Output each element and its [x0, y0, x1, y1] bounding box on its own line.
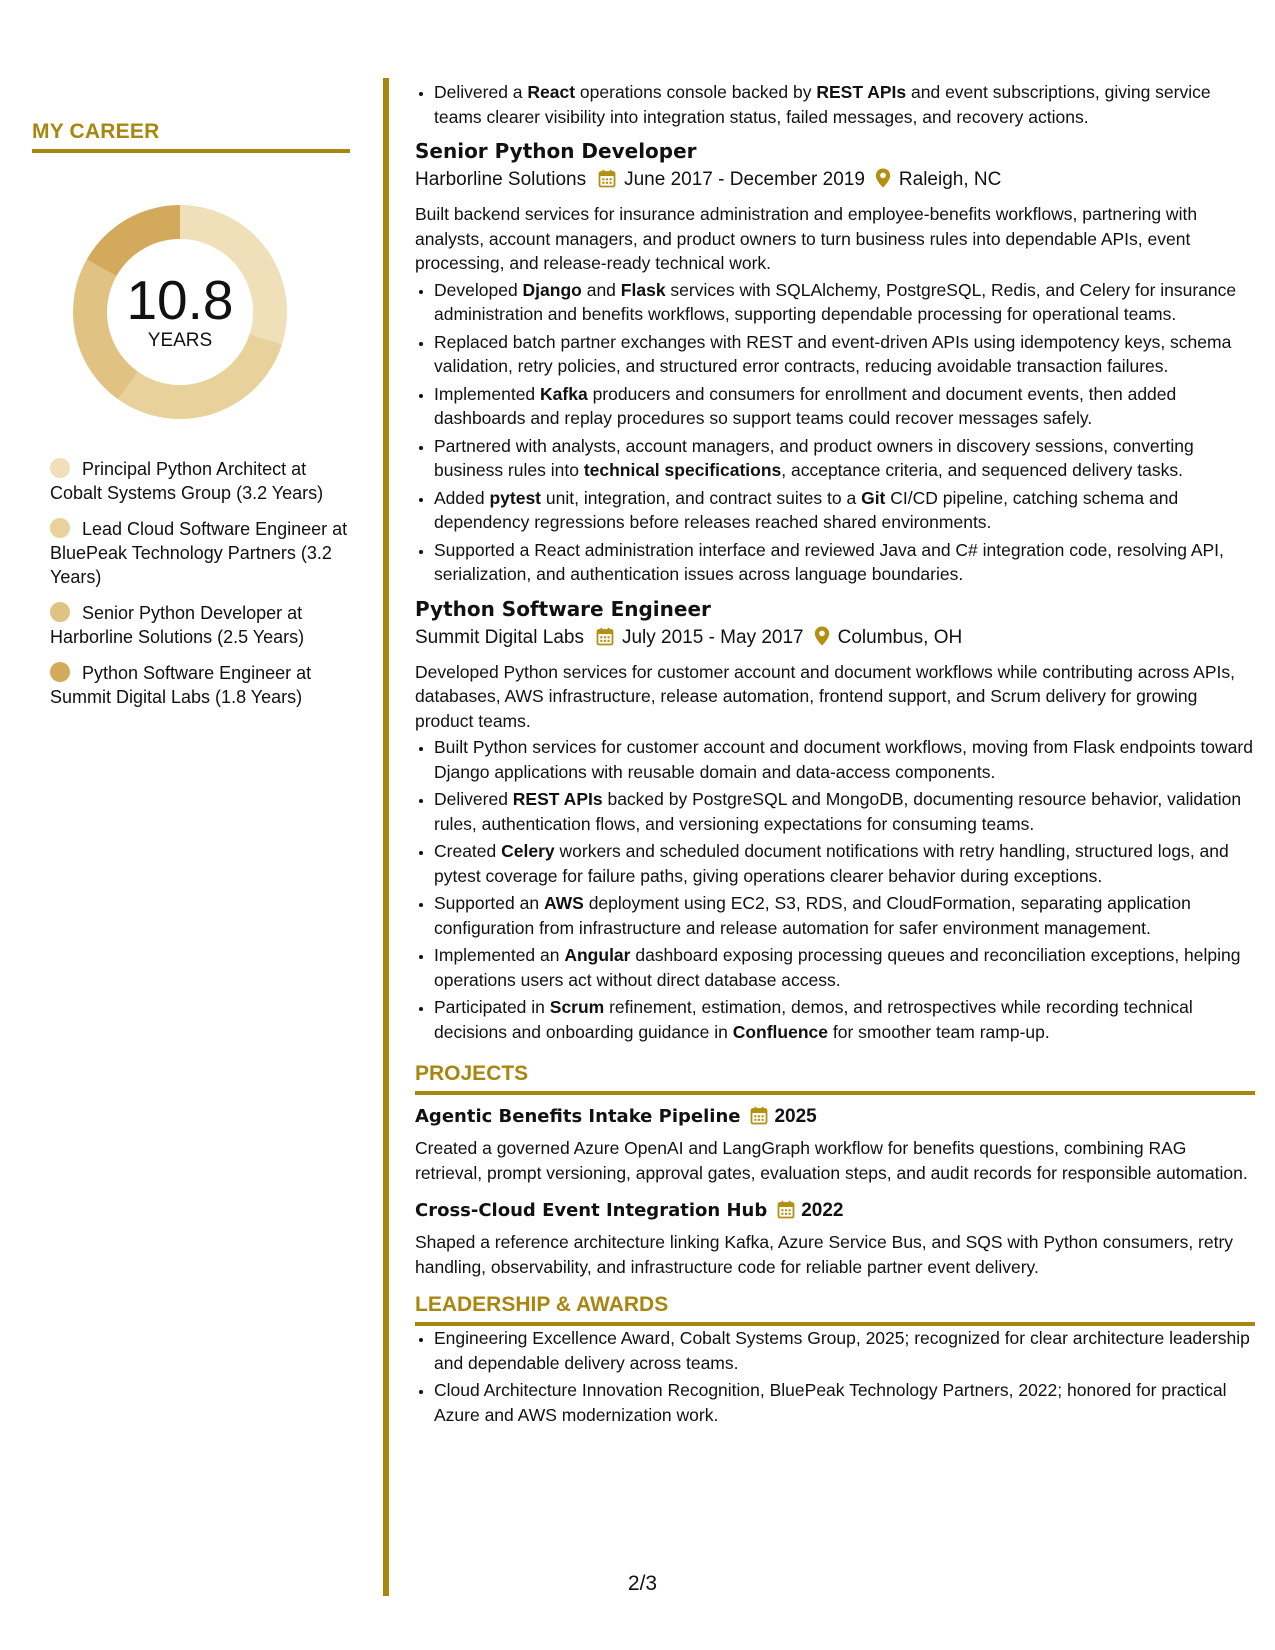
legend-dot [50, 662, 70, 682]
job-entry [415, 595, 1255, 1045]
award-item: • Engineering Excellence Award, Cobalt Systems Group, 2025; recognized for clear architecture leadership and dependable delivery across teams. [434, 1326, 1255, 1375]
bullet-item: • Developed Django and Flask services with SQLAlchemy, PostgreSQL, Redis, and Celery for insurance administration and benefits workflows, supporting dependable processing for operational teams. [434, 278, 1255, 327]
career-donut-chart [65, 197, 295, 427]
job-bullets [415, 735, 1255, 1044]
legend-label: Principal Python Architect at Cobalt Systems Group (3.2 Years) [50, 459, 324, 503]
project-name: Cross-Cloud Event Integration Hub [415, 1200, 768, 1221]
main-content [415, 80, 1255, 1430]
legend-label: Python Software Engineer at Summit Digital Labs (1.8 Years) [50, 663, 312, 707]
job-location: Columbus, OH [837, 626, 963, 648]
job-bullets [415, 278, 1255, 587]
project-name: Agentic Benefits Intake Pipeline [415, 1106, 741, 1127]
job-company: Summit Digital Labs [415, 626, 584, 648]
bullet-item: • Built Python services for customer account and document workflows, moving from Flask endpoints toward Django applications with reusable domain and data-access components. [434, 735, 1255, 784]
job-title: Python Software Engineer [415, 596, 711, 621]
job-dates: July 2015 - May 2017 [621, 626, 804, 648]
page-number: 2/3 [627, 1572, 658, 1595]
awards-heading: LEADERSHIP & AWARDS [415, 1291, 1255, 1326]
bullet-item: • Delivered REST APIs backed by PostgreSQL and MongoDB, documenting resource behavior, validation rules, authentication flows, and versioning expectations for consuming teams. [434, 787, 1255, 836]
project-year: 2025 [774, 1106, 817, 1127]
job-meta [415, 165, 1255, 198]
legend-item [50, 517, 350, 589]
job-company: Harborline Solutions [415, 169, 587, 190]
bullet-item: • Implemented an Angular dashboard exposing processing queues and reconciliation exceptions, helping operations users act without direct database access. [434, 943, 1255, 992]
sidebar [32, 120, 350, 721]
total-years-label: YEARS [147, 330, 213, 351]
job-location: Raleigh, NC [898, 169, 1002, 190]
location-pin-icon [814, 626, 830, 656]
calendar-icon [596, 626, 614, 656]
legend-dot [50, 518, 70, 538]
projects-list [415, 1103, 1255, 1279]
calendar-icon [750, 1106, 768, 1134]
bullet-item: • Supported a React administration interface and reviewed Java and C# integration code, resolving API, serialization, and authentication issues across language boundaries. [434, 538, 1255, 587]
project-title [415, 1197, 1255, 1228]
project-description: Created a governed Azure OpenAI and LangGraph workflow for benefits questions, combining RAG retrieval, prompt versioning, approval gates, evaluation steps, and audit records for responsible automation. [415, 1138, 1248, 1183]
project-entry [415, 1197, 1255, 1279]
total-years-value: 10.8 [126, 269, 234, 331]
job-dates: June 2017 - December 2019 [624, 169, 865, 190]
job-meta [415, 623, 1255, 656]
project-entry [415, 1103, 1255, 1185]
intro-bullet-list [415, 80, 1255, 129]
projects-heading: PROJECTS [415, 1060, 1255, 1095]
bullet-item: • Implemented Kafka producers and consumers for enrollment and document events, then added dashboards and replay procedures so support teams could recover messages safely. [434, 382, 1255, 431]
legend-item [50, 457, 350, 505]
career-legend [32, 457, 350, 709]
bullet-item: • Participated in Scrum refinement, estimation, demos, and retrospectives while recording technical decisions and onboarding guidance in Confluence for smoother team ramp-up. [434, 995, 1255, 1044]
bullet-item: • Replaced batch partner exchanges with REST and event-driven APIs using idempotency keys, schema validation, retry policies, and structured error contracts, reducing avoidable transaction failures. [434, 330, 1255, 379]
bullet-item: • Created Celery workers and scheduled document notifications with retry handling, structured logs, and pytest coverage for failure paths, giving operations clearer behavior during exceptions. [434, 839, 1255, 888]
award-item: • Cloud Architecture Innovation Recognition, BluePeak Technology Partners, 2022; honored for practical Azure and AWS modernization work. [434, 1378, 1255, 1427]
bullet-item: • Delivered a React operations console backed by REST APIs and event subscriptions, giving service teams clearer visibility into integration status, failed messages, and recovery actions. [434, 80, 1255, 129]
bullet-item: • Partnered with analysts, account managers, and product owners in discovery sessions, converting business rules into technical specifications, acceptance criteria, and sequenced delivery tasks. [434, 434, 1255, 483]
legend-label: Lead Cloud Software Engineer at BluePeak Technology Partners (3.2 Years) [50, 519, 348, 587]
bullet-item: • Supported an AWS deployment using EC2, S3, RDS, and CloudFormation, separating application configuration from infrastructure and release automation for safer environment management. [434, 891, 1255, 940]
legend-dot [50, 458, 70, 478]
project-title [415, 1103, 1255, 1134]
job-title: Senior Python Developer [415, 139, 697, 163]
calendar-icon [598, 168, 616, 198]
awards-list [415, 1326, 1255, 1427]
experience-list [415, 137, 1255, 1044]
job-summary: Developed Python services for customer account and document workflows while contributing across APIs, databases, AWS infrastructure, release automation, frontend support, and Scrum delivery for growing product teams. [415, 661, 1235, 731]
legend-label: Senior Python Developer at Harborline Solutions (2.5 Years) [50, 603, 305, 647]
vertical-divider [383, 78, 389, 1596]
career-heading: MY CAREER [32, 120, 350, 153]
job-summary: Built backend services for insurance administration and employee-benefits workflows, partnering with analysts, account managers, and product owners to turn business rules into dependable APIs, event processing, and release-ready technical work. [415, 204, 1198, 273]
legend-item [50, 661, 350, 709]
legend-item [50, 601, 350, 649]
legend-dot [50, 602, 70, 622]
bullet-item: • Added pytest unit, integration, and contract suites to a Git CI/CD pipeline, catching schema and dependency regressions before releases reached shared environments. [434, 486, 1255, 535]
location-pin-icon [875, 168, 891, 198]
calendar-icon [777, 1200, 795, 1228]
project-year: 2022 [801, 1200, 844, 1221]
project-description: Shaped a reference architecture linking Kafka, Azure Service Bus, and SQS with Python consumers, retry handling, observability, and infrastructure code for reliable partner event delivery. [415, 1232, 1234, 1277]
job-entry [415, 137, 1255, 587]
